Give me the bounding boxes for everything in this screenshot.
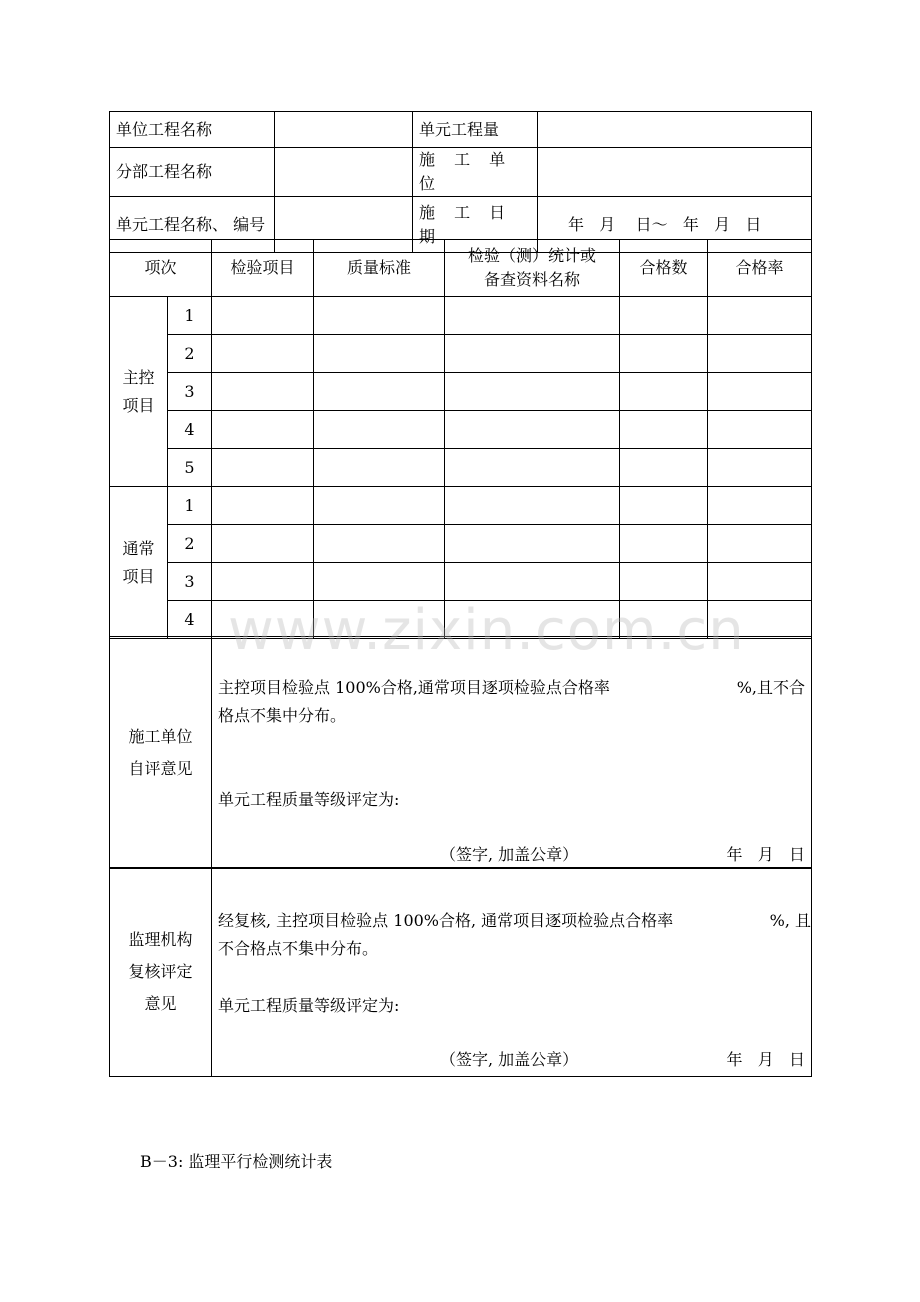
table-row (110, 525, 812, 563)
table-row (110, 297, 812, 335)
cell-qualified-count[interactable] (620, 335, 708, 373)
sub-project-name-field[interactable] (275, 148, 413, 197)
cell-qualified-count[interactable] (620, 373, 708, 411)
table-row (110, 335, 812, 373)
cell-qualified-rate[interactable] (708, 601, 812, 639)
cell-inspection-item[interactable] (212, 297, 314, 335)
row-number: 3 (168, 373, 212, 411)
row-number: 2 (168, 525, 212, 563)
cell-qualified-rate[interactable] (708, 373, 812, 411)
supervisor-sign-note: （签字, 加盖公章） (440, 1050, 579, 1069)
unit-element-quantity-field[interactable] (538, 112, 812, 148)
supervisor-opinion-line1-tail: %, 且 (769, 911, 811, 930)
cell-inspection-item[interactable] (212, 601, 314, 639)
cell-qualified-rate[interactable] (708, 525, 812, 563)
table-row (110, 449, 812, 487)
cell-stats-name[interactable] (445, 373, 620, 411)
cell-stats-name[interactable] (445, 563, 620, 601)
cell-qualified-count[interactable] (620, 297, 708, 335)
supervisor-opinion-table (109, 867, 812, 1077)
group-label-main-control: 主控项目 (110, 297, 168, 487)
table-row (110, 373, 812, 411)
contractor-opinion-line1: 主控项目检验点 100%合格,通常项目逐项检验点合格率 (218, 678, 610, 697)
contractor-opinion-table (109, 636, 812, 869)
cell-inspection-item[interactable] (212, 449, 314, 487)
construction-unit-label: 施 工 单 位 (413, 148, 538, 197)
cell-inspection-item[interactable] (212, 373, 314, 411)
cell-inspection-item[interactable] (212, 487, 314, 525)
contractor-sign-date: 年 月 日 (726, 845, 805, 864)
cell-qualified-rate[interactable] (708, 335, 812, 373)
table-caption: B－3: 监理平行检测统计表 (140, 1152, 333, 1171)
supervisor-opinion-line1: 经复核, 主控项目检验点 100%合格, 通常项目逐项检验点合格率 (218, 911, 674, 930)
cell-qualified-count[interactable] (620, 411, 708, 449)
watermark: www.zixin.com.cn (228, 598, 745, 663)
cell-qualified-rate[interactable] (708, 297, 812, 335)
unit-element-quantity-label: 单元工程量 (413, 112, 538, 148)
cell-qualified-rate[interactable] (708, 563, 812, 601)
cell-stats-name[interactable] (445, 411, 620, 449)
cell-quality-standard[interactable] (314, 297, 445, 335)
table-row (110, 601, 812, 639)
table-row (110, 487, 812, 525)
cell-inspection-item[interactable] (212, 563, 314, 601)
cell-quality-standard[interactable] (314, 601, 445, 639)
supervisor-opinion-body[interactable] (212, 868, 812, 1077)
cell-quality-standard[interactable] (314, 525, 445, 563)
table-row (110, 411, 812, 449)
supervisor-opinion-line2: 不合格点不集中分布。 (218, 939, 379, 958)
col-quality-standard: 质量标准 (314, 240, 445, 297)
unit-element-name-label: 单元工程名称、 编号 (110, 197, 275, 253)
row-number: 2 (168, 335, 212, 373)
cell-stats-name[interactable] (445, 335, 620, 373)
col-qualified-count: 合格数 (620, 240, 708, 297)
cell-stats-name[interactable] (445, 297, 620, 335)
col-stats-name: 检验（测）统计或备查资料名称 (445, 240, 620, 297)
supervisor-grade-label: 单元工程质量等级评定为: (218, 996, 400, 1015)
inspection-table (109, 239, 812, 639)
col-qualified-rate: 合格率 (708, 240, 812, 297)
cell-stats-name[interactable] (445, 601, 620, 639)
cell-inspection-item[interactable] (212, 411, 314, 449)
supervisor-sign-date: 年 月 日 (726, 1050, 805, 1069)
construction-date-field[interactable]: 年 月 日～ 年 月 日 (538, 197, 812, 253)
supervisor-opinion-label: 监理机构复核评定意见 (110, 868, 212, 1077)
construction-date-label: 施 工 日 期 (413, 197, 538, 253)
construction-unit-field[interactable] (538, 148, 812, 197)
contractor-sign-note: （签字, 加盖公章） (440, 845, 579, 864)
col-inspection-item: 检验项目 (212, 240, 314, 297)
cell-stats-name[interactable] (445, 449, 620, 487)
cell-quality-standard[interactable] (314, 411, 445, 449)
group-label-general: 通常项目 (110, 487, 168, 639)
unit-project-name-label: 单位工程名称 (110, 112, 275, 148)
cell-qualified-count[interactable] (620, 449, 708, 487)
header-table (109, 111, 812, 253)
cell-stats-name[interactable] (445, 525, 620, 563)
cell-quality-standard[interactable] (314, 449, 445, 487)
row-number: 1 (168, 487, 212, 525)
row-number: 3 (168, 563, 212, 601)
cell-inspection-item[interactable] (212, 335, 314, 373)
sub-project-name-label: 分部工程名称 (110, 148, 275, 197)
cell-quality-standard[interactable] (314, 487, 445, 525)
cell-qualified-rate[interactable] (708, 411, 812, 449)
cell-qualified-count[interactable] (620, 563, 708, 601)
cell-stats-name[interactable] (445, 487, 620, 525)
cell-qualified-count[interactable] (620, 601, 708, 639)
contractor-opinion-line2: 格点不集中分布。 (218, 706, 347, 725)
cell-quality-standard[interactable] (314, 335, 445, 373)
cell-inspection-item[interactable] (212, 525, 314, 563)
row-number: 1 (168, 297, 212, 335)
cell-qualified-count[interactable] (620, 525, 708, 563)
cell-qualified-rate[interactable] (708, 449, 812, 487)
cell-quality-standard[interactable] (314, 373, 445, 411)
row-number: 4 (168, 601, 212, 639)
table-row (110, 563, 812, 601)
col-item-no: 项次 (110, 240, 212, 297)
cell-quality-standard[interactable] (314, 563, 445, 601)
unit-project-name-field[interactable] (275, 112, 413, 148)
cell-qualified-rate[interactable] (708, 487, 812, 525)
contractor-opinion-body[interactable] (212, 637, 812, 869)
contractor-opinion-line1-tail: %,且不合 (736, 678, 805, 697)
row-number: 4 (168, 411, 212, 449)
cell-qualified-count[interactable] (620, 487, 708, 525)
contractor-opinion-label: 施工单位自评意见 (110, 637, 212, 869)
row-number: 5 (168, 449, 212, 487)
contractor-grade-label: 单元工程质量等级评定为: (218, 790, 400, 809)
